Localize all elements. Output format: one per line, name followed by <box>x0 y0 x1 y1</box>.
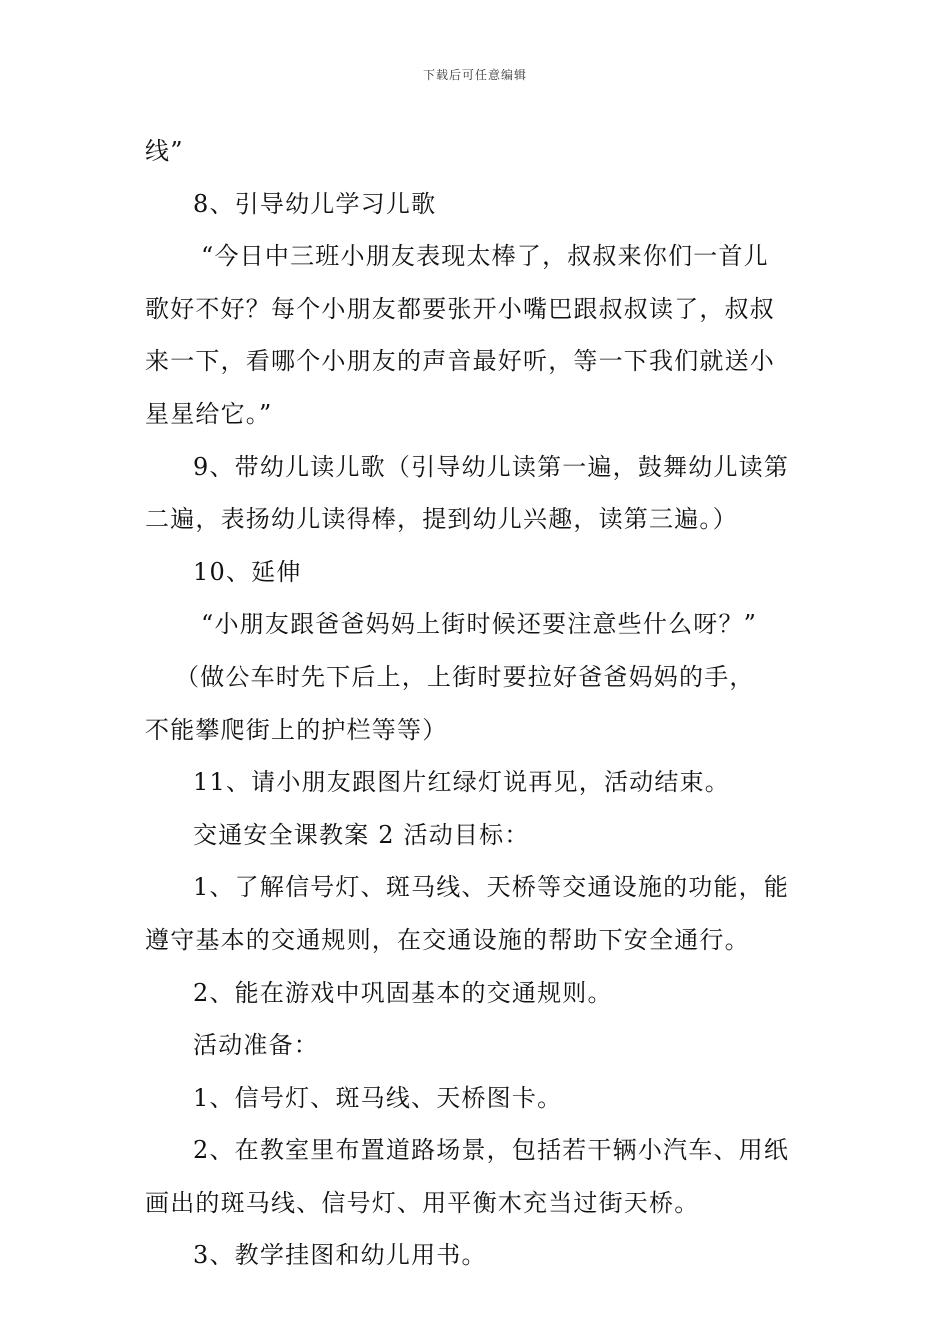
text-line: 1、信号灯、斑马线、天桥图卡。 <box>193 1083 563 1112</box>
text-line: 二遍，表扬幼儿读得棒，提到幼儿兴趣，读第三遍。） <box>145 505 738 534</box>
text-line: （做公车时先下后上，上街时要拉好爸爸妈妈的手， <box>175 662 755 691</box>
text-line: 11、请小朋友跟图片红绿灯说再见，活动结束。 <box>193 768 730 797</box>
text-line: 1、了解信号灯、斑马线、天桥等交通设施的功能，能 <box>193 873 790 902</box>
text-line: 画出的斑马线、信号灯、用平衡木充当过街天桥。 <box>145 1188 700 1217</box>
text-line: 2、在教室里布置道路场景，包括若干辆小汽车、用纸 <box>193 1136 790 1165</box>
text-line: 8、引导幼儿学习儿歌 <box>193 189 437 218</box>
text-line: 9、带幼儿读儿歌（引导幼儿读第一遍，鼓舞幼儿读第 <box>193 452 790 481</box>
text-line: 线” <box>145 137 184 165</box>
text-line: 3、教学挂图和幼儿用书。 <box>193 1241 487 1270</box>
text-line: 歌好不好？每个小朋友都要张开小嘴巴跟叔叔读了，叔叔 <box>145 294 775 323</box>
text-line: 遵守基本的交通规则，在交通设施的帮助下安全通行。 <box>145 925 750 954</box>
document-body <box>145 125 807 1282</box>
text-line: 10、延伸 <box>193 557 302 586</box>
text-line: 星星给它。” <box>145 399 273 428</box>
text-line: 不能攀爬街上的护栏等等） <box>145 715 448 744</box>
text-line: 来一下，看哪个小朋友的声音最好听，等一下我们就送小 <box>145 347 775 376</box>
text-line: “今日中三班小朋友表现太棒了，叔叔来你们一首儿 <box>201 242 769 271</box>
text-line: “小朋友跟爸爸妈妈上街时候还要注意些什么呀？” <box>201 610 758 639</box>
page-header-note: 下载后可任意编辑 <box>422 68 527 82</box>
text-line: 交通安全课教案 2 活动目标： <box>193 820 530 849</box>
text-line: 2、能在游戏中巩固基本的交通规则。 <box>193 978 613 1007</box>
text-line: 活动准备： <box>193 1031 319 1060</box>
